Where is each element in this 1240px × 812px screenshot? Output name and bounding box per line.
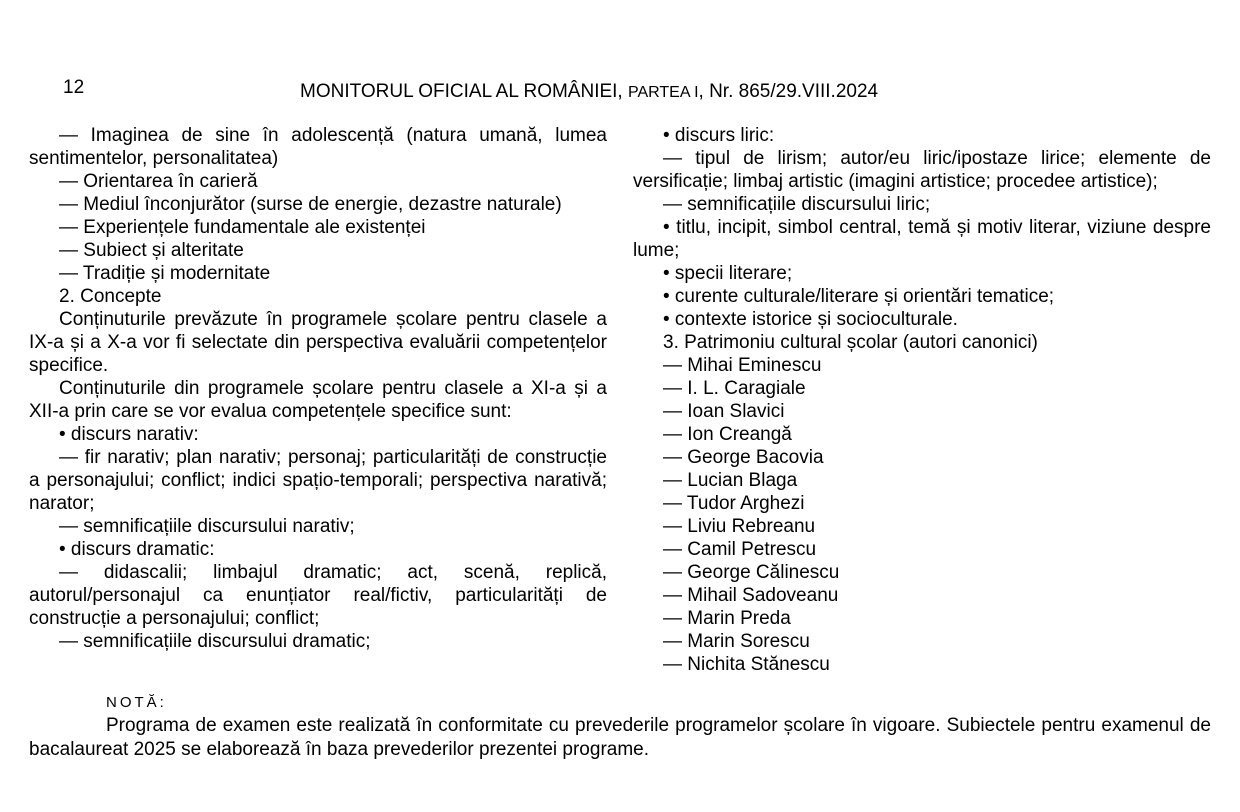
author-item: — I. L. Caragiale [663,378,806,399]
paragraph: — Mediul înconjurător (surse de energie, dezastre naturale) [59,194,562,215]
author-item: — George Bacovia [663,447,824,468]
bullet-item: • discurs liric: [663,125,775,146]
header-title-main: MONITORUL OFICIAL AL ROMÂNIEI, [300,81,628,102]
author-item: — Marin Preda [663,608,791,629]
paragraph: Conținuturile prevăzute în programele școlare pentru clasele a IX-a și a X-a vor fi selectate din perspectiva evaluării competențelor specifice. [29,309,607,376]
paragraph: — semnificațiile discursului dramatic; [59,631,371,652]
author-item: — Lucian Blaga [663,470,798,491]
author-item: — Camil Petrescu [663,539,817,560]
left-column [29,124,607,653]
paragraph: — fir narativ; plan narativ; personaj; particularități de construcție a personajului; conflict; indici spațio-temporali; perspectiva narativă; narator; [29,447,607,514]
paragraph: — Experiențele fundamentale ale existenței [59,217,426,238]
section-heading: 3. Patrimoniu cultural școlar (autori canonici) [663,332,1038,353]
bullet-item: • titlu, incipit, simbol central, temă și motiv literar, viziune despre lume; [633,217,1211,261]
author-item: — George Călinescu [663,562,840,583]
right-column [633,124,1211,676]
author-item: — Marin Sorescu [663,631,810,652]
author-item: — Tudor Arghezi [663,493,805,514]
bullet-item: • contexte istorice și socioculturale. [663,309,958,330]
paragraph: — didascalii; limbajul dramatic; act, scenă, replică, autorul/personajul ca enunțiator real/fictiv, particularități de construcție a personajului; conflict; [29,562,607,629]
paragraph: — semnificațiile discursului liric; [663,194,931,215]
paragraph: — Subiect și alteritate [59,240,244,261]
bullet-item: • discurs narativ: [59,424,199,445]
paragraph: — Imaginea de sine în adolescență (natura umană, lumea sentimentelor, personalitatea) [29,125,607,169]
paragraph: — Orientarea în carieră [59,171,258,192]
header-title-part: PARTEA I [627,84,699,101]
bullet-item: • specii literare; [663,263,793,284]
author-item: — Mihail Sadoveanu [663,585,839,606]
author-item: — Mihai Eminescu [663,355,822,376]
author-item: — Ioan Slavici [663,401,785,422]
author-item: — Ion Creangă [663,424,792,445]
paragraph: — tipul de lirism; autor/eu liric/ipostaze lirice; elemente de versificație; limbaj artistic (imagini artistice; procedee artistice); [633,148,1211,192]
section-heading: 2. Concepte [59,286,162,307]
header-title-issue: , Nr. 865/29.VIII.2024 [698,81,879,102]
paragraph: — Tradiție și modernitate [59,263,271,284]
running-header [300,80,960,105]
paragraph: — semnificațiile discursului narativ; [59,516,355,537]
note-text: Programa de examen este realizată în conformitate cu prevederile programelor școlare în vigoare. Subiectele pentru examenul de bacalaureat 2025 se elaborează în baza prevederilor prezentei programe. [29,715,1211,760]
author-item: — Liviu Rebreanu [663,516,816,537]
author-item: — Nichita Stănescu [663,654,830,675]
note-label: NOTĂ: [106,694,167,711]
page-number: 12 [63,77,85,98]
bullet-item: • curente culturale/literare și orientări tematice; [663,286,1055,307]
paragraph: Conținuturile din programele școlare pentru clasele a XI-a și a XII-a prin care se vor evalua competențele specifice sunt: [29,378,607,422]
bullet-item: • discurs dramatic: [59,539,215,560]
